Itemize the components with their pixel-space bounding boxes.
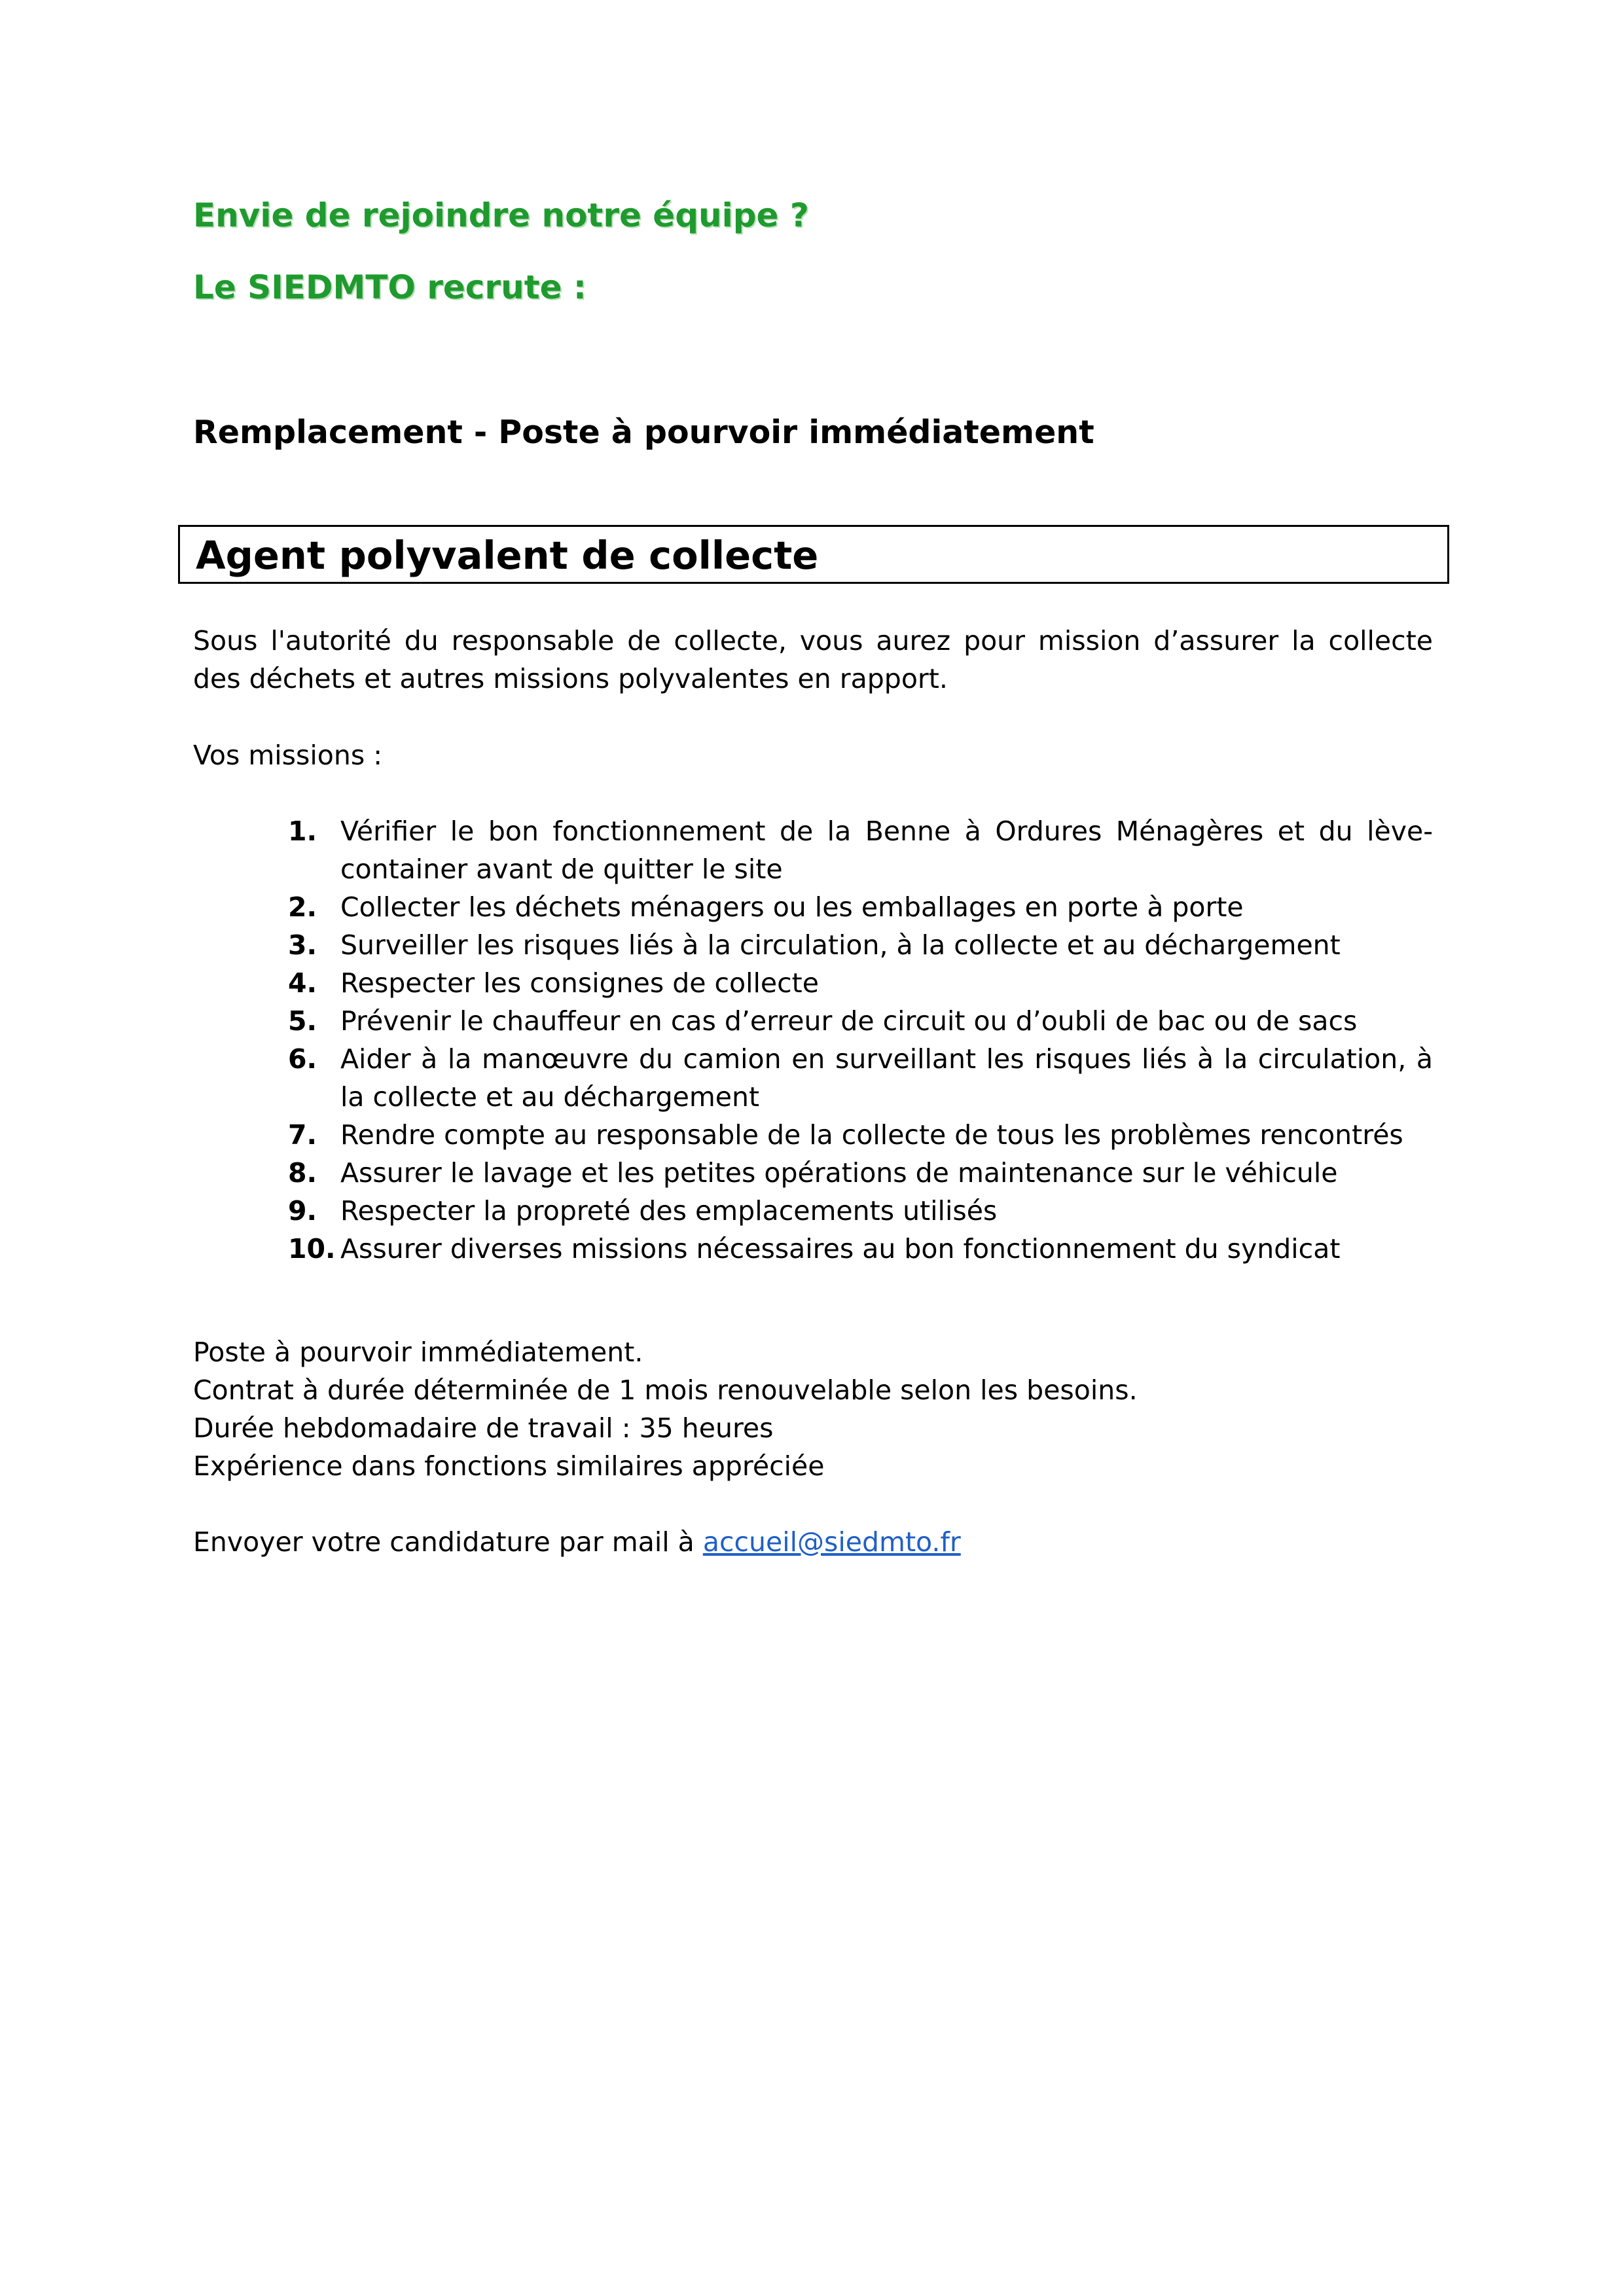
mission-item: [288, 1040, 1433, 1116]
header-line-1: Envie de rejoindre notre équipe ?: [193, 196, 809, 234]
contact-text: Envoyer votre candidature par mail à: [193, 1526, 703, 1558]
mission-number: 4.: [288, 967, 317, 999]
mission-number: 9.: [288, 1195, 317, 1227]
detail-line: Contrat à durée déterminée de 1 mois renouvelable selon les besoins.: [193, 1374, 1138, 1406]
mission-item: [288, 1230, 1433, 1268]
missions-label: Vos missions :: [193, 740, 383, 771]
mission-text: Respecter les consignes de collecte: [340, 967, 819, 999]
mission-text: Vérifier le bon fonctionnement de la Benne à Ordures Ménagères et du lève-container avant de quitter le site: [340, 816, 1433, 885]
mission-number: 8.: [288, 1157, 317, 1189]
contact-line: [193, 1523, 1433, 1561]
mission-text: Assurer le lavage et les petites opérations de maintenance sur le véhicule: [340, 1157, 1338, 1189]
mission-item: [288, 926, 1433, 964]
mission-text: Respecter la propreté des emplacements utilisés: [340, 1195, 998, 1227]
intro-paragraph: Sous l'autorité du responsable de collecte, vous aurez pour mission d’assurer la collecte des déchets et autres missions polyvalentes en rapport.: [193, 625, 1433, 694]
mission-item: [288, 812, 1433, 888]
detail-line: Expérience dans fonctions similaires appréciée: [193, 1450, 825, 1482]
mission-text: Aider à la manœuvre du camion en surveillant les risques liés à la circulation, à la collecte et au déchargement: [340, 1043, 1433, 1113]
mission-number: 6.: [288, 1043, 317, 1075]
detail-line: Durée hebdomadaire de travail : 35 heures: [193, 1412, 774, 1444]
mission-text: Prévenir le chauffeur en cas d’erreur de circuit ou d’oubli de bac ou de sacs: [340, 1005, 1358, 1037]
mission-text: Rendre compte au responsable de la collecte de tous les problèmes rencontrés: [340, 1119, 1403, 1151]
mission-item: [288, 1002, 1433, 1040]
subtitle: Remplacement - Poste à pourvoir immédiatement: [193, 414, 1094, 451]
mission-item: [288, 1192, 1433, 1230]
job-title-box: [178, 525, 1449, 584]
mission-text: Collecter les déchets ménagers ou les emballages en porte à porte: [340, 891, 1244, 923]
mission-number: 2.: [288, 891, 317, 923]
mission-text: Assurer diverses missions nécessaires au bon fonctionnement du syndicat: [340, 1233, 1341, 1265]
job-title: Agent polyvalent de collecte: [196, 533, 819, 578]
mission-number: 3.: [288, 929, 317, 961]
header-line-2: Le SIEDMTO recrute :: [193, 268, 586, 306]
mission-item: [288, 1116, 1433, 1154]
mission-number: 5.: [288, 1005, 317, 1037]
detail-line: Poste à pourvoir immédiatement.: [193, 1336, 643, 1368]
mission-number: 1.: [288, 816, 317, 847]
email-link[interactable]: accueil@siedmto.fr: [702, 1526, 961, 1558]
mission-item: [288, 964, 1433, 1002]
mission-text: Surveiller les risques liés à la circulation, à la collecte et au déchargement: [340, 929, 1341, 961]
mission-item: [288, 1154, 1433, 1192]
missions-list: [288, 812, 1433, 1268]
mission-item: [288, 888, 1433, 926]
job-details: [193, 1333, 1433, 1485]
mission-number: 10.: [288, 1233, 336, 1265]
mission-number: 7.: [288, 1119, 317, 1151]
